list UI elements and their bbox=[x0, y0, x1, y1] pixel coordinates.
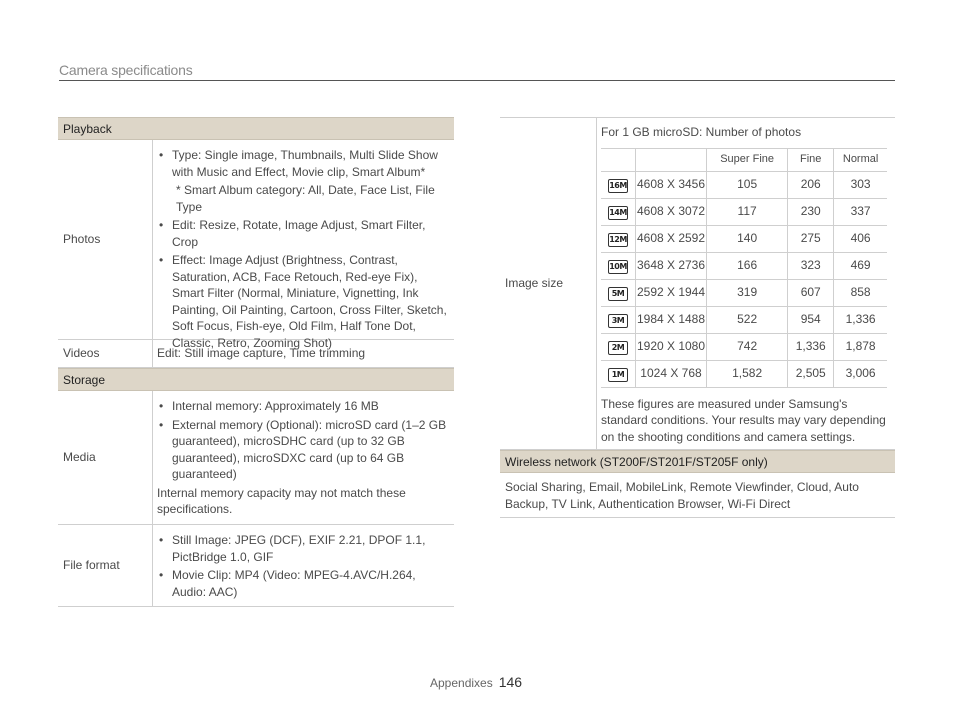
right-spec-table bbox=[500, 117, 895, 518]
fine-count: 1,336 bbox=[788, 333, 834, 360]
spec-row-media bbox=[58, 391, 454, 525]
spec-label-media: Media bbox=[58, 391, 153, 524]
bullet-effect: • Effect: Image Adjust (Brightness, Contrast, Saturation, ACB, Face Retouch, Red-eye Fix), Smart Filter (Normal, Miniature, Vignetting, Ink Painting, Oil Painting, Cartoon, Cross Filter, Sketch, Soft Focus, Fish-eye, Old Film, Half Tone Dot, Classic, Retro, Zooming Shot) bbox=[157, 252, 450, 351]
resolution-5m-icon: 5M bbox=[608, 287, 628, 301]
left-spec-table bbox=[58, 117, 454, 607]
fine-count: 275 bbox=[788, 225, 834, 252]
table-row bbox=[601, 360, 887, 387]
normal-count: 406 bbox=[834, 225, 887, 252]
normal-count: 3,006 bbox=[834, 360, 887, 387]
spec-content-media bbox=[153, 391, 454, 524]
resolution-3m-icon: 3M bbox=[608, 314, 628, 328]
fine-count: 954 bbox=[788, 306, 834, 333]
resolution-value: 1024 X 768 bbox=[636, 360, 707, 387]
superfine-count: 742 bbox=[707, 333, 788, 360]
header-divider bbox=[59, 80, 895, 81]
resolution-16m-icon: 16M bbox=[608, 179, 628, 193]
measurement-footnote: These figures are measured under Samsung's standard conditions. Your results may vary depending on the shooting conditions and camera settings. bbox=[601, 396, 886, 444]
resolution-2m-icon: 2M bbox=[608, 341, 628, 355]
spec-content-wireless: Social Sharing, Email, MobileLink, Remote Viewfinder, Cloud, Auto Backup, TV Link, Authentication Browser, Wi-Fi Direct bbox=[500, 473, 895, 518]
col-super-fine: Super Fine bbox=[707, 148, 788, 171]
resolution-value: 3648 X 2736 bbox=[636, 252, 707, 279]
fine-count: 2,505 bbox=[788, 360, 834, 387]
bullet-movie-clip: • Movie Clip: MP4 (Video: MPEG-4.AVC/H.264, Audio: AAC) bbox=[157, 567, 450, 600]
table-row bbox=[601, 198, 887, 225]
col-normal: Normal bbox=[834, 148, 887, 171]
bullet-external-memory: • External memory (Optional): microSD card (1–2 GB guaranteed), microSDHC card (up to 32 GB guaranteed), microSDXC card (up to 64 GB guaranteed) bbox=[157, 417, 450, 483]
spec-label-image-size: Image size bbox=[500, 118, 597, 449]
table-row bbox=[601, 252, 887, 279]
resolution-1m-icon: 1M bbox=[608, 368, 628, 382]
section-band-storage: Storage bbox=[58, 368, 454, 391]
fine-count: 607 bbox=[788, 279, 834, 306]
superfine-count: 1,582 bbox=[707, 360, 788, 387]
table-row bbox=[601, 306, 887, 333]
page-number: 146 bbox=[498, 674, 523, 690]
memory-note: Internal memory capacity may not match these specifications. bbox=[157, 485, 406, 516]
col-fine: Fine bbox=[788, 148, 834, 171]
resolution-12m-icon: 12M bbox=[608, 233, 628, 247]
page-footer bbox=[430, 674, 522, 690]
normal-count: 303 bbox=[834, 171, 887, 198]
section-band-playback: Playback bbox=[58, 117, 454, 140]
superfine-count: 117 bbox=[707, 198, 788, 225]
resolution-value: 1984 X 1488 bbox=[636, 306, 707, 333]
smart-album-note: * Smart Album category: All, Date, Face List, File Type bbox=[176, 183, 435, 214]
resolution-value: 2592 X 1944 bbox=[636, 279, 707, 306]
normal-count: 469 bbox=[834, 252, 887, 279]
fine-count: 206 bbox=[788, 171, 834, 198]
table-row bbox=[601, 279, 887, 306]
resolution-10m-icon: 10M bbox=[608, 260, 628, 274]
superfine-count: 319 bbox=[707, 279, 788, 306]
superfine-count: 105 bbox=[707, 171, 788, 198]
resolution-value: 4608 X 3072 bbox=[636, 198, 707, 225]
table-row bbox=[601, 171, 887, 198]
spec-label-file-format: File format bbox=[58, 525, 153, 606]
image-size-intro: For 1 GB microSD: Number of photos bbox=[601, 125, 802, 139]
resolution-value: 1920 X 1080 bbox=[636, 333, 707, 360]
table-row bbox=[601, 333, 887, 360]
spec-content-file-format bbox=[153, 525, 454, 606]
spec-content-image-size bbox=[597, 118, 895, 449]
resolution-value: 4608 X 3456 bbox=[636, 171, 707, 198]
bullet-internal-memory: • Internal memory: Approximately 16 MB bbox=[157, 398, 450, 415]
section-band-wireless: Wireless network (ST200F/ST201F/ST205F only) bbox=[500, 450, 895, 473]
normal-count: 337 bbox=[834, 198, 887, 225]
resolution-value: 4608 X 2592 bbox=[636, 225, 707, 252]
normal-count: 1,878 bbox=[834, 333, 887, 360]
bullet-type: • Type: Single image, Thumbnails, Multi Slide Show with Music and Effect, Movie clip, Smart Album* bbox=[157, 147, 450, 180]
spec-label-photos: Photos bbox=[58, 140, 153, 339]
normal-count: 1,336 bbox=[834, 306, 887, 333]
spec-row-photos bbox=[58, 140, 454, 350]
resolution-14m-icon: 14M bbox=[608, 206, 628, 220]
bullet-edit: • Edit: Resize, Rotate, Image Adjust, Smart Filter, Crop bbox=[157, 217, 450, 250]
spec-label-videos: Videos bbox=[58, 340, 153, 367]
spec-content-photos bbox=[153, 140, 454, 350]
table-row bbox=[601, 225, 887, 252]
fine-count: 323 bbox=[788, 252, 834, 279]
fine-count: 230 bbox=[788, 198, 834, 225]
footer-section: Appendixes bbox=[430, 676, 493, 690]
spec-content-videos: Edit: Still image capture, Time trimming bbox=[157, 346, 366, 361]
resolution-table-header bbox=[601, 148, 887, 171]
spec-row-image-size bbox=[500, 117, 895, 450]
superfine-count: 522 bbox=[707, 306, 788, 333]
normal-count: 858 bbox=[834, 279, 887, 306]
page-header-title: Camera specifications bbox=[59, 62, 193, 78]
spec-row-file-format bbox=[58, 525, 454, 607]
superfine-count: 140 bbox=[707, 225, 788, 252]
superfine-count: 166 bbox=[707, 252, 788, 279]
resolution-table bbox=[601, 148, 887, 388]
bullet-still-image: • Still Image: JPEG (DCF), EXIF 2.21, DPOF 1.1, PictBridge 1.0, GIF bbox=[157, 532, 450, 565]
